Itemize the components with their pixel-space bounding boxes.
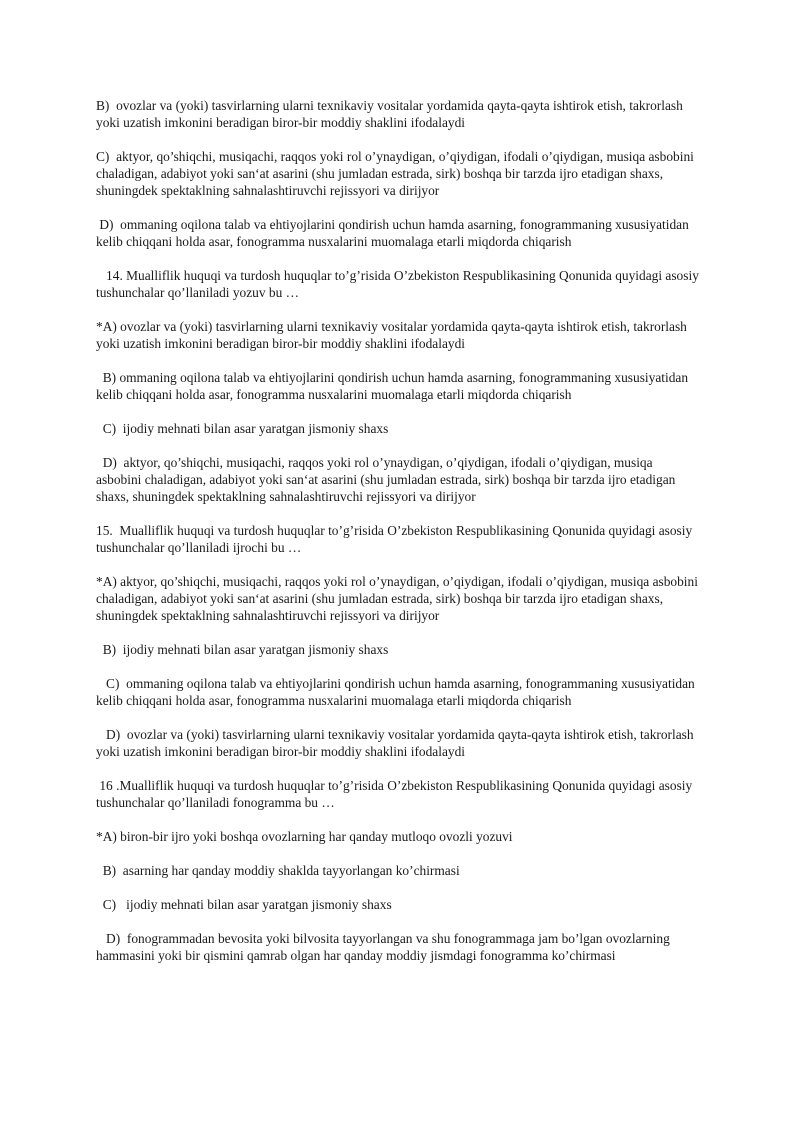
- option-d-q13: D) ommaning oqilona talab va ehtiyojlarini qondirish uchun hamda asarning, fonogrammaning xususiyatidan kelib chiqqani holda asar, fonogramma nusxalarini muomalaga etarli miqdorda chiqarish: [96, 217, 693, 249]
- option-b-q14: B) ommaning oqilona talab va ehtiyojlarini qondirish uchun hamda asarning, fonogrammaning xususiyatidan kelib chiqqani holda asar, fonogramma nusxalarini muomalaga etarli miqdorda chiqarish: [96, 370, 692, 402]
- option-a-q16: *A) biron-bir ijro yoki boshqa ovozlarning har qanday mutloqo ovozli yozuvi: [96, 829, 513, 844]
- option-c-q14: C) ijodiy mehnati bilan asar yaratgan jismoniy shaxs: [96, 421, 389, 436]
- option-b-q16: B) asarning har qanday moddiy shaklda tayyorlangan ko’chirmasi: [96, 863, 460, 878]
- option-b-q13: B) ovozlar va (yoki) tasvirlarning ularni texnikaviy vositalar yordamida qayta-qayta ishtirok etish, takrorlash yoki uzatish imkonini beradigan biror-bir moddiy shaklini ifodalaydi: [96, 98, 687, 130]
- option-c-q13: C) aktyor, qo’shiqchi, musiqachi, raqqos yoki rol o’ynaydigan, o’qiydigan, ifodali o’qiydigan, musiqa asbobini chaladigan, adabiyot yoki san‘at asarini (shu jumladan estrada, sirk) boshqa bir tarzda ijro etadigan shaxs, shuningdek spektaklning sahnalashtiruvchi rejissyori va dirijyor: [96, 149, 698, 198]
- option-d-q14: D) aktyor, qo’shiqchi, musiqachi, raqqos yoki rol o’ynaydigan, o’qiydigan, ifodali o’qiydigan, musiqa asbobini chaladigan, adabiyot yoki san‘at asarini (shu jumladan estrada, sirk) boshqa bir tarzda ijro etadigan shaxs, shuningdek spektaklning sahnalashtiruvchi rejissyori va dirijyor: [96, 455, 679, 504]
- question-15: 15. Mualliflik huquqi va turdosh huquqlar to’g’risida O’zbekiston Respublikasining Qonunida quyidagi asosiy tushunchalar qo’llaniladi ijrochi bu …: [96, 523, 696, 555]
- document-page: [96, 97, 703, 964]
- option-d-q15: D) ovozlar va (yoki) tasvirlarning ularni texnikaviy vositalar yordamida qayta-qayta ishtirok etish, takrorlash yoki uzatish imkonini beradigan biror-bir moddiy shaklini ifodalaydi: [96, 727, 697, 759]
- question-16: 16 .Mualliflik huquqi va turdosh huquqlar to’g’risida O’zbekiston Respublikasining Qonunida quyidagi asosiy tushunchalar qo’llaniladi fonogramma bu …: [96, 778, 696, 810]
- option-b-q15: B) ijodiy mehnati bilan asar yaratgan jismoniy shaxs: [96, 642, 389, 657]
- option-a-q14: *A) ovozlar va (yoki) tasvirlarning ularni texnikaviy vositalar yordamida qayta-qayta ishtirok etish, takrorlash yoki uzatish imkonini beradigan biror-bir moddiy shaklini ifodalaydi: [96, 319, 691, 351]
- option-d-q16: D) fonogrammadan bevosita yoki bilvosita tayyorlangan va shu fonogrammaga jam bo’lgan ovozlarning hammasini yoki bir qismini qamrab olgan har qanday moddiy jismdagi fonogramma ko’chirmasi: [96, 931, 674, 963]
- option-a-q15: *A) aktyor, qo’shiqchi, musiqachi, raqqos yoki rol o’ynaydigan, o’qiydigan, ifodali o’qiydigan, musiqa asbobini chaladigan, adabiyot yoki san‘at asarini (shu jumladan estrada, sirk) boshqa bir tarzda ijro etadigan shaxs, shuningdek spektaklning sahnalashtiruvchi rejissyori va dirijyor: [96, 574, 702, 623]
- option-c-q15: C) ommaning oqilona talab va ehtiyojlarini qondirish uchun hamda asarning, fonogrammaning xususiyatidan kelib chiqqani holda asar, fonogramma nusxalarini muomalaga etarli miqdorda chiqarish: [96, 676, 699, 708]
- question-14: 14. Mualliflik huquqi va turdosh huquqlar to’g’risida O’zbekiston Respublikasining Qonunida quyidagi asosiy tushunchalar qo’llaniladi yozuv bu …: [96, 268, 703, 300]
- option-c-q16: C) ijodiy mehnati bilan asar yaratgan jismoniy shaxs: [96, 897, 392, 912]
